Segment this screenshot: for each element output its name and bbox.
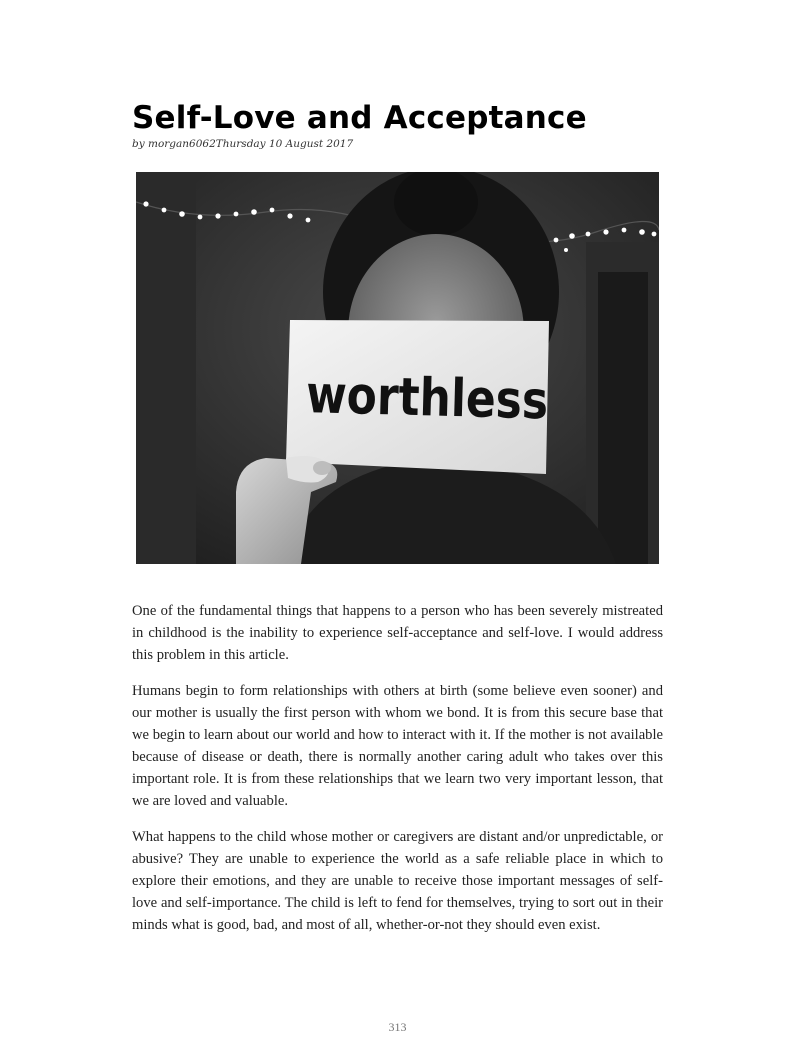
- body-paragraph: What happens to the child whose mother or caregivers are distant and/or unpredictable, or abusive? They are unable to experience the world as a safe reliable place in which to explore their emotions, and they are unable to receive those important messages of self-love and self-importance. The child is left to fend for themselves, trying to sort out in their minds what is good, bad, and most of all, whether-or-not they should even exist.: [132, 829, 663, 933]
- photo-illustration: [136, 172, 659, 564]
- body-paragraph: One of the fundamental things that happens to a person who has been severely mistreated in childhood is the inability to experience self-acceptance and self-love. I would address this problem in this article.: [132, 603, 663, 663]
- sign-card: [286, 320, 594, 474]
- page-number: 313: [388, 1020, 407, 1034]
- body-paragraph: Humans begin to form relationships with others at birth (some believe even sooner) and our mother is usually the first person with whom we bond. It is from this secure base that we begin to learn about our world and how to interact with it. If the mother is not available because of disease or death, there is normally another caring adult who takes over this important role. It is from these relationships that we learn two very important lesson, that we are loved and valuable.: [132, 683, 663, 809]
- article-title: Self-Love and Acceptance: [132, 100, 587, 136]
- article-body: [132, 600, 663, 950]
- article-byline: by morgan6062Thursday 10 August 2017: [132, 138, 354, 150]
- sign-text: worthless: [305, 365, 594, 433]
- article-photo: [136, 172, 659, 564]
